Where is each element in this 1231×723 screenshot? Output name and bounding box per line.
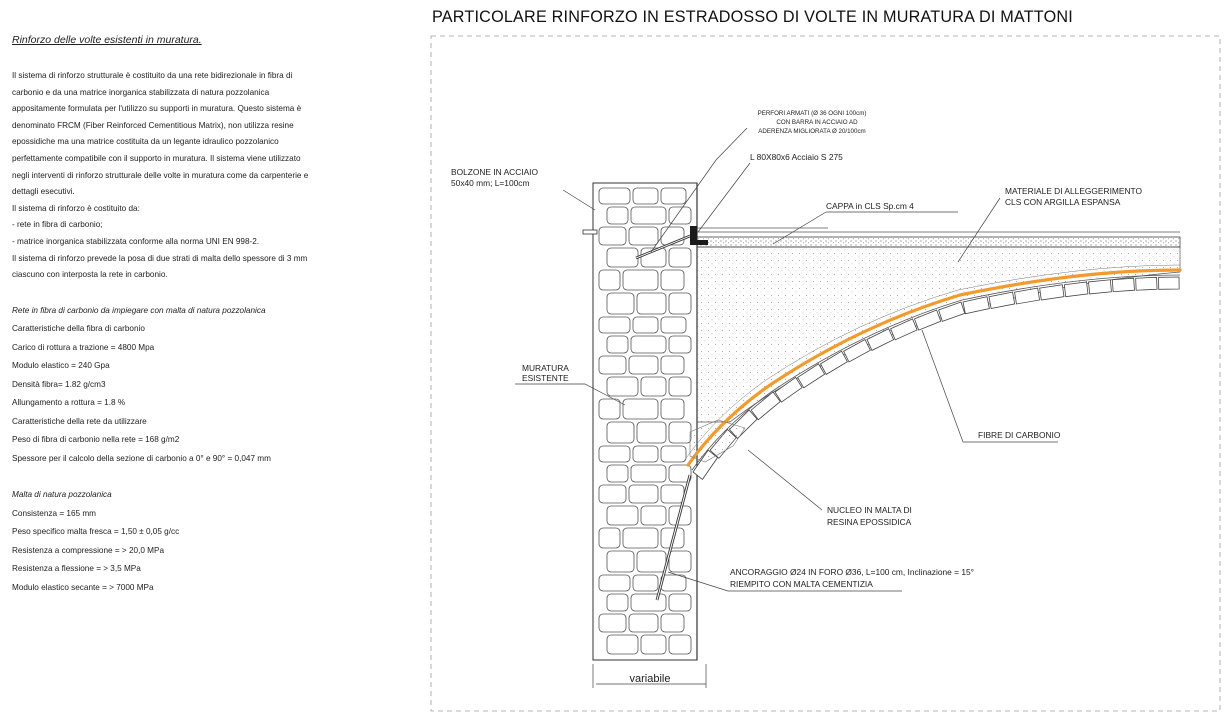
text-line: Caratteristiche della fibra di carbonio	[12, 324, 145, 334]
text-line: Resistenza a compressione = > 20,0 MPa	[12, 545, 165, 555]
svg-text:CON BARRA IN ACCIAIO AD: CON BARRA IN ACCIAIO AD	[776, 119, 858, 126]
fiber-label: FIBRE DI CARBONIO	[978, 430, 1061, 440]
text-line: Peso di fibra di carbonio nella rete = 168 g/m2	[12, 435, 180, 445]
svg-text:50x40 mm; L=100cm: 50x40 mm; L=100cm	[451, 178, 530, 188]
text-line: negli interventi di rinforzo strutturale delle volte in muratura come da carpenterie e	[12, 170, 309, 180]
text-line: Caratteristiche della rete da utilizzare	[12, 416, 147, 426]
svg-text:ADERENZA MIGLIORATA Ø 20/100cm: ADERENZA MIGLIORATA Ø 20/100cm	[758, 128, 866, 135]
svg-text:CLS CON ARGILLA ESPANSA: CLS CON ARGILLA ESPANSA	[1005, 197, 1121, 207]
perfori-label	[758, 110, 867, 135]
epoxy-label	[827, 505, 912, 527]
steel-angle	[690, 226, 708, 245]
text-line: perfettamente compatibile con il supporto in muratura. Il sistema viene utilizzato	[12, 153, 301, 163]
text-line: Il sistema di rinforzo strutturale è costituito da una rete bidirezionale in fibra di	[12, 71, 293, 80]
variable-dimension-label: variabile	[629, 673, 671, 685]
svg-text:ANCORAGGIO Ø24 IN FORO Ø36, L: ANCORAGGIO Ø24 IN FORO Ø36, L=100 cm, Inclinazione = 15°	[730, 567, 974, 577]
text-line: ciascuno con interposta la rete in carbonio.	[12, 270, 168, 280]
svg-text:PERFORI ARMATI (Ø 36 OGNI 100: PERFORI ARMATI (Ø 36 OGNI 100cm)	[757, 110, 867, 117]
text-line: - matrice inorganica stabilizzata conforme alla norma UNI EN 998-2.	[12, 236, 260, 246]
vault-brick	[1112, 278, 1134, 292]
svg-text:RIEMPITO CON MALTA CEMENTIZIA: RIEMPITO CON MALTA CEMENTIZIA	[730, 579, 873, 589]
text-line: carbonio e da una matrice inorganica stabilizzata di natura pozzolanica	[12, 87, 270, 97]
vault-brick	[1136, 277, 1157, 290]
text-line: Resistenza a flessione = > 3,5 MPa	[12, 564, 141, 574]
text-line: epossidiche ma una matrice costituita da un legante idraulico pozzolanico	[12, 137, 279, 147]
svg-text:NUCLEO IN MALTA DI: NUCLEO IN MALTA DI	[827, 505, 912, 515]
drawing-title: PARTICOLARE RINFORZO IN ESTRADOSSO DI VOLTE IN MURATURA DI MATTONI	[432, 8, 1073, 26]
masonry-label	[522, 363, 569, 383]
svg-text:BOLZONE IN ACCIAIO: BOLZONE IN ACCIAIO	[451, 167, 539, 177]
text-line: Peso specifico malta fresca = 1,50 ± 0,05 g/cc	[12, 527, 180, 537]
section-title: Rinforzo delle volte esistenti in muratura.	[12, 34, 202, 46]
svg-text:RESINA EPOSSIDICA: RESINA EPOSSIDICA	[827, 517, 912, 527]
text-line: dettagli esecutivi.	[12, 187, 75, 197]
steel-bolt	[583, 230, 597, 234]
concrete-screed	[697, 237, 1180, 247]
screed-label: CAPPA in CLS Sp.cm 4	[826, 201, 914, 211]
angle-label: L 80X80x6 Acciaio S 275	[750, 152, 843, 162]
text-line: Densità fibra= 1.82 g/cm3	[12, 379, 106, 389]
vault-brick	[1089, 280, 1112, 294]
svg-text:MURATURA: MURATURA	[522, 363, 569, 373]
fiber-section-title: Rete in fibra di carbonio da impiegare con malta di natura pozzolanica	[12, 305, 266, 315]
vault-brick	[1159, 277, 1180, 289]
anchor-label	[730, 567, 974, 589]
text-line: Carico di rottura a trazione = 4800 Mpa	[12, 342, 155, 352]
text-line: Modulo elastico secante = > 7000 MPa	[12, 582, 154, 592]
mortar-section-title: Malta di natura pozzolanica	[12, 490, 112, 500]
lightweight-label	[1005, 186, 1142, 207]
text-line: Il sistema di rinforzo è costituito da:	[12, 203, 140, 213]
text-line: denominato FRCM (Fiber Reinforced Cementitious Matrix), non utilizza resine	[12, 120, 294, 130]
text-line: Consistenza = 165 mm	[12, 508, 96, 518]
vault-brick	[1064, 282, 1088, 297]
svg-text:MATERIALE DI ALLEGGERIMENTO: MATERIALE DI ALLEGGERIMENTO	[1005, 186, 1142, 196]
text-line: Allungamento a rottura = 1.8 %	[12, 398, 126, 408]
text-line: appositamente formulata per l'utilizzo su supporti in muratura. Questo sistema è	[12, 104, 302, 114]
text-line: Il sistema di rinforzo prevede la posa di due strati di malta dello spessore di 3 mm	[12, 253, 308, 263]
text-line: Spessore per il calcolo della sezione di carbonio a 0° e 90° = 0,047 mm	[12, 453, 271, 463]
text-line: - rete in fibra di carbonio;	[12, 220, 103, 230]
svg-text:ESISTENTE: ESISTENTE	[522, 373, 569, 383]
text-line: Modulo elastico = 240 Gpa	[12, 361, 110, 371]
bolt-label	[451, 167, 539, 188]
